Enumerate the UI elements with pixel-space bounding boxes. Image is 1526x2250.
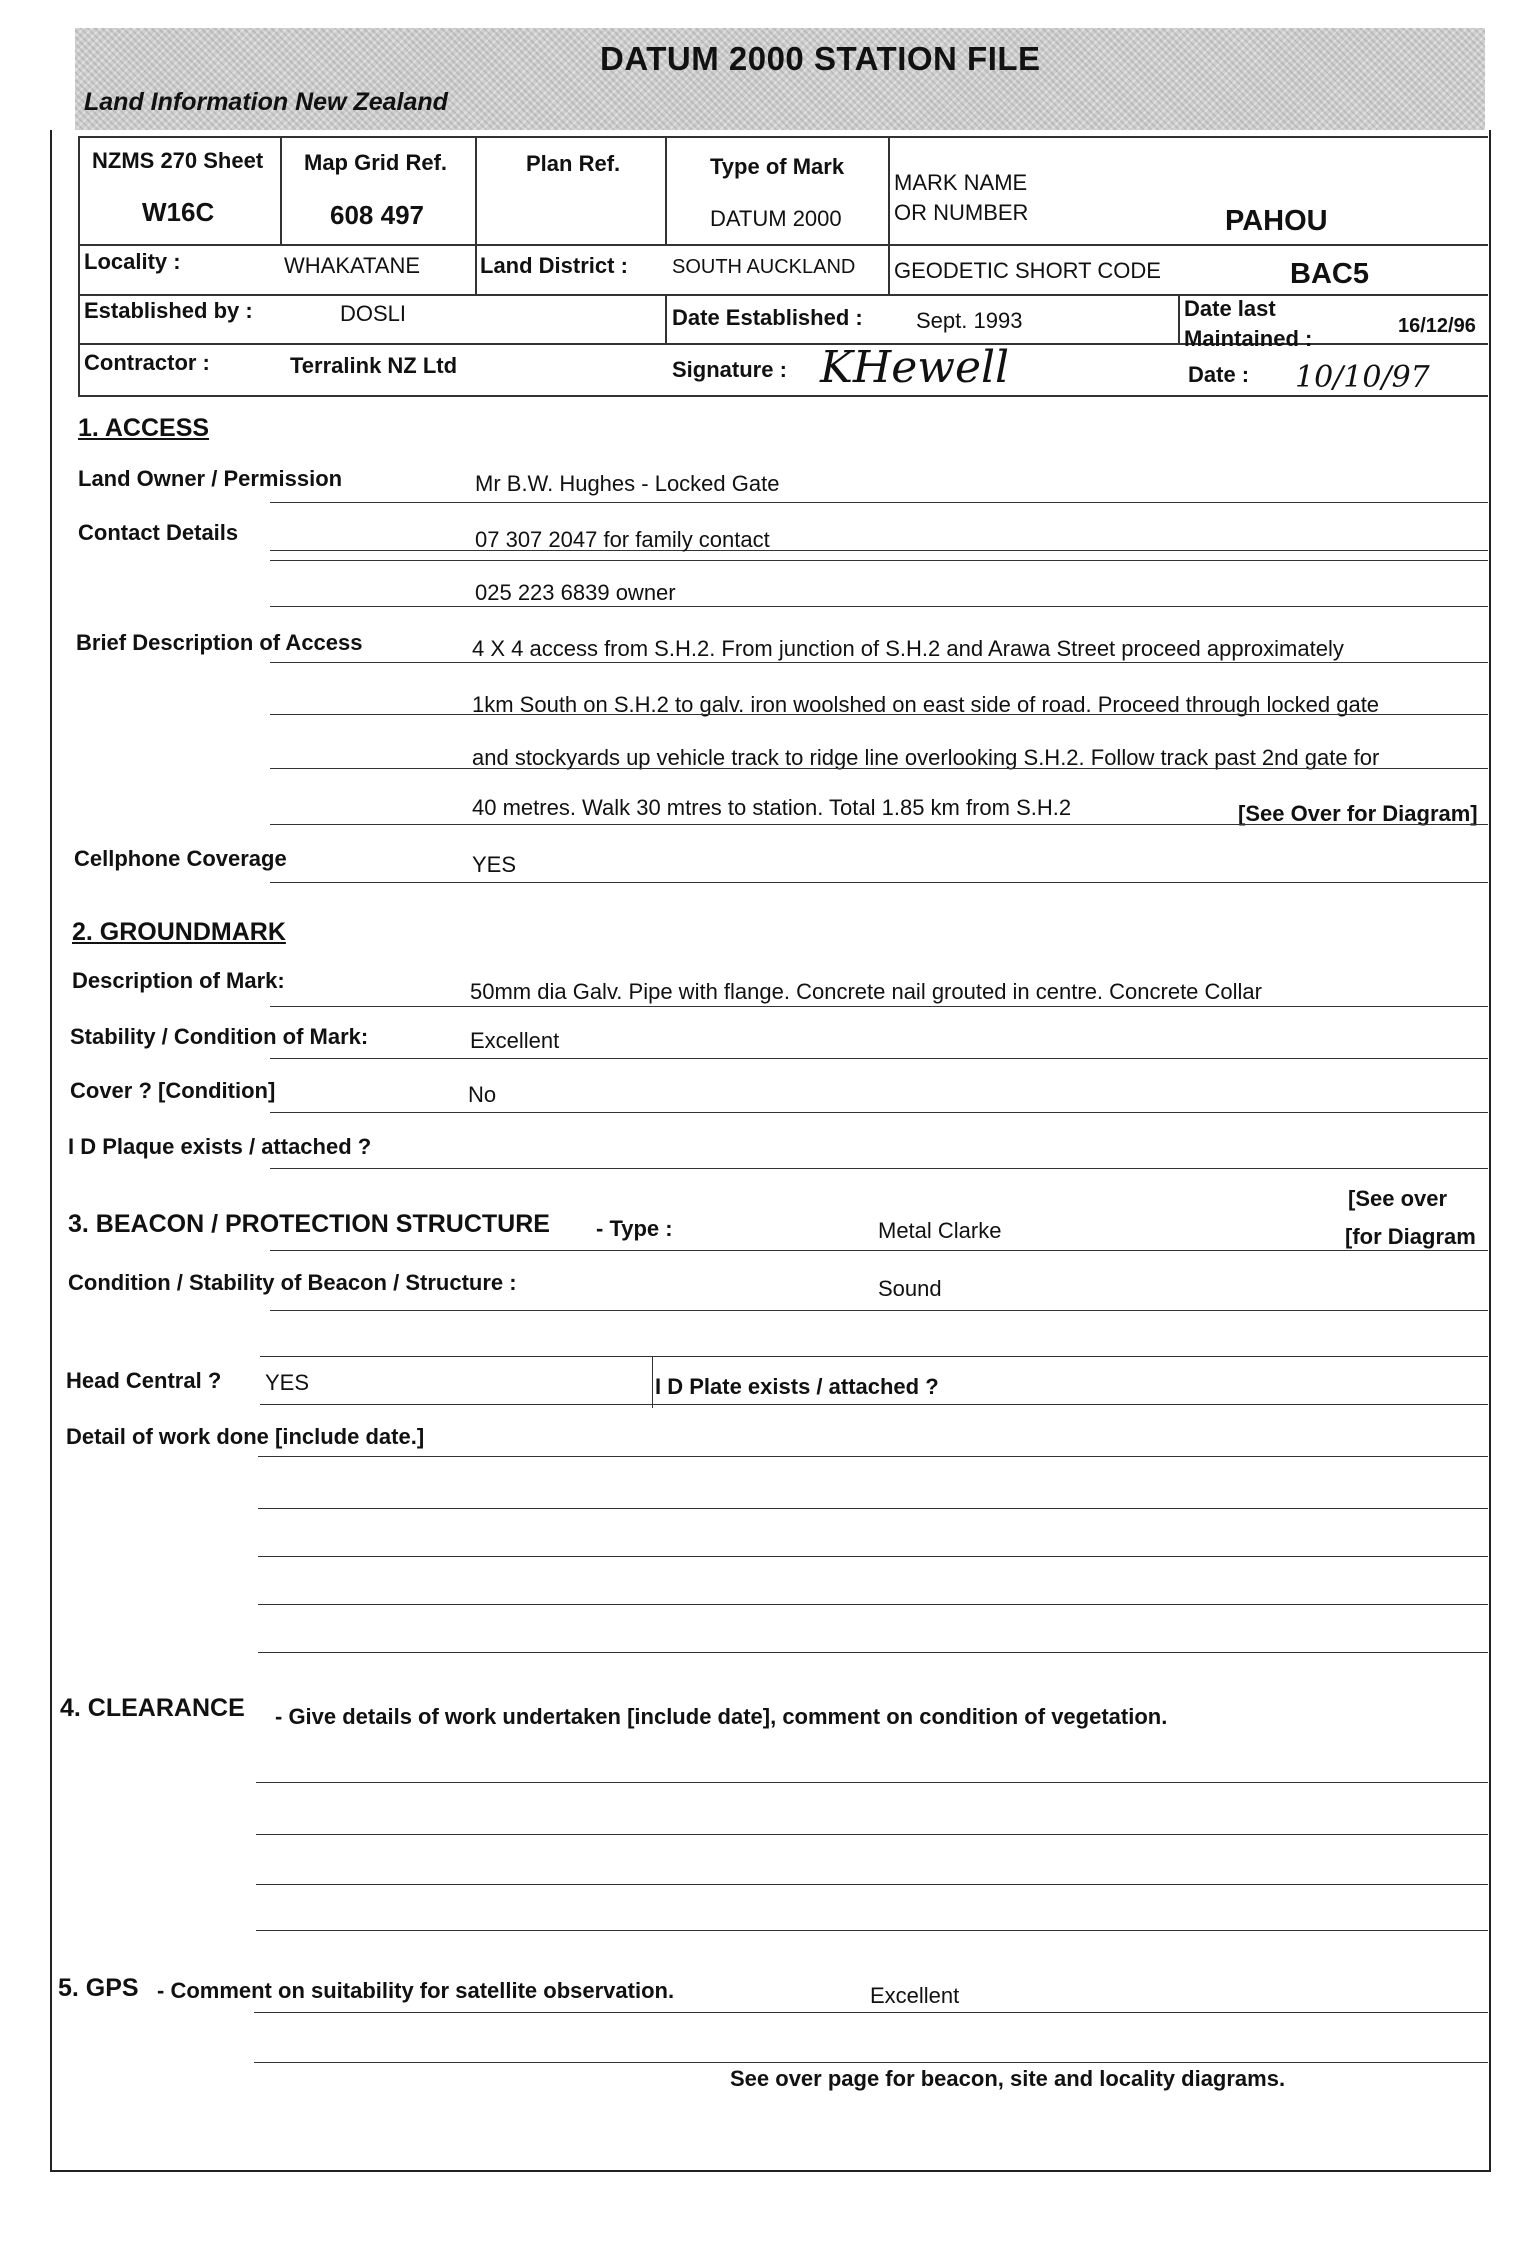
work-line-1: [258, 1456, 1488, 1457]
date-last-value: 16/12/96: [1398, 315, 1476, 337]
grid-col-4: [888, 136, 890, 294]
cover-value: No: [468, 1082, 497, 1107]
map-grid-label: Map Grid Ref.: [304, 150, 448, 175]
land-district-value: SOUTH AUCKLAND: [672, 256, 856, 278]
form-title: DATUM 2000 STATION FILE: [600, 40, 1041, 77]
head-central-value: YES: [265, 1370, 310, 1395]
beacon-heading: 3. BEACON / PROTECTION STRUCTURE: [68, 1210, 550, 1238]
gps-line-1: [254, 2012, 1488, 2013]
see-over-label-1: [See over: [1348, 1186, 1448, 1211]
head-central-label: Head Central ?: [66, 1368, 222, 1393]
cellphone-value: YES: [472, 852, 517, 877]
clearance-line-1: [256, 1782, 1488, 1783]
date-established-label: Date Established :: [672, 305, 863, 330]
grid-left-line: [78, 136, 80, 395]
grid-col-3: [665, 136, 667, 244]
mark-stability-value: Excellent: [470, 1028, 560, 1053]
work-line-3: [258, 1556, 1488, 1557]
beacon-type-value: Metal Clarke: [878, 1218, 1002, 1243]
gps-heading: 5. GPS: [58, 1974, 139, 2002]
access-heading: 1. ACCESS: [78, 414, 210, 442]
clearance-line-4: [256, 1930, 1488, 1931]
cellphone-line: [270, 882, 1488, 883]
grid-line-4: [78, 395, 1488, 397]
brief-line-4: [270, 824, 1488, 825]
grid-col-5: [665, 294, 667, 343]
mark-stability-label: Stability / Condition of Mark:: [70, 1024, 369, 1049]
see-over-diagram: [See Over for Diagram]: [1238, 801, 1478, 826]
date-last-label-1: Date last: [1184, 296, 1276, 321]
brief-value-4: 40 metres. Walk 30 mtres to station. Total 1.85 km from S.H.2: [472, 795, 1072, 820]
clearance-line-3: [256, 1884, 1488, 1885]
groundmark-heading: 2. GROUNDMARK: [72, 918, 286, 946]
head-plate-divider: [652, 1356, 653, 1408]
type-of-mark-value: DATUM 2000: [710, 206, 842, 231]
nzms-label: NZMS 270 Sheet: [92, 148, 264, 173]
beacon-condition-label: Condition / Stability of Beacon / Structure :: [68, 1270, 517, 1295]
contractor-label: Contractor :: [84, 350, 210, 375]
map-grid-value: 608 497: [330, 200, 424, 230]
nzms-value: W16C: [142, 197, 215, 227]
brief-value-1: 4 X 4 access from S.H.2. From junction of S.H.2 and Arawa Street proceed approximately: [472, 636, 1344, 661]
id-plate-label: I D Plate exists / attached ?: [655, 1374, 939, 1399]
contact-value-2: 025 223 6839 owner: [475, 580, 676, 605]
grid-col-1: [280, 136, 282, 244]
mark-description-line: [270, 1006, 1488, 1007]
gps-line-2: [254, 2062, 1488, 2063]
geodetic-label: GEODETIC SHORT CODE: [894, 258, 1161, 283]
clearance-heading: 4. CLEARANCE: [60, 1694, 245, 1722]
date-value: 10/10/97: [1295, 360, 1430, 395]
beacon-type-label: - Type :: [596, 1216, 673, 1241]
grid-line-1: [78, 244, 1488, 246]
beacon-type-line: [270, 1250, 1488, 1251]
grid-top-line: [78, 136, 1488, 138]
contact-line-0: [270, 550, 1488, 551]
brief-line-2: [270, 714, 1488, 715]
see-over-label-2: [for Diagram: [1345, 1224, 1476, 1249]
contact-line-2: [270, 606, 1488, 607]
cover-line: [270, 1112, 1488, 1113]
beacon-spacer-line: [260, 1356, 1488, 1357]
head-central-line: [260, 1404, 1488, 1405]
mark-description-value: 50mm dia Galv. Pipe with flange. Concrete nail grouted in centre. Concrete Collar: [470, 979, 1262, 1004]
mark-stability-line: [270, 1058, 1488, 1059]
locality-label: Locality :: [84, 249, 181, 274]
locality-value: WHAKATANE: [284, 253, 421, 278]
mark-name-label-1: MARK NAME: [894, 170, 1028, 195]
contact-value-1: 07 307 2047 for family contact: [475, 527, 770, 552]
plan-ref-label: Plan Ref.: [526, 151, 621, 176]
established-by-label: Established by :: [84, 298, 253, 323]
contractor-value: Terralink NZ Ltd: [290, 353, 458, 378]
owner-value: Mr B.W. Hughes - Locked Gate: [475, 471, 780, 496]
beacon-condition-line: [270, 1310, 1488, 1311]
organisation-name: Land Information New Zealand: [84, 88, 448, 116]
geodetic-value: BAC5: [1290, 258, 1369, 290]
mark-name-value: PAHOU: [1225, 205, 1328, 237]
brief-value-2: 1km South on S.H.2 to galv. iron woolshed on east side of road. Proceed through locked gate: [472, 692, 1380, 717]
grid-line-2: [78, 294, 1488, 296]
contact-line-1: [270, 560, 1488, 561]
clearance-instruction: - Give details of work undertaken [include date], comment on condition of vegetation.: [275, 1704, 1168, 1729]
work-line-4: [258, 1604, 1488, 1605]
owner-line: [270, 502, 1488, 503]
established-by-value: DOSLI: [340, 301, 407, 326]
grid-col-6: [1178, 294, 1180, 343]
id-plaque-line: [270, 1168, 1488, 1169]
gps-instruction: - Comment on suitability for satellite observation.: [157, 1978, 675, 2003]
date-last-label-2: Maintained :: [1184, 326, 1313, 351]
cellphone-label: Cellphone Coverage: [74, 846, 287, 871]
contact-label: Contact Details: [78, 520, 239, 545]
work-done-label: Detail of work done [include date.]: [66, 1424, 425, 1449]
work-line-2: [258, 1508, 1488, 1509]
owner-label: Land Owner / Permission: [78, 466, 343, 491]
cover-label: Cover ? [Condition]: [70, 1078, 276, 1103]
gps-value: Excellent: [870, 1983, 960, 2008]
brief-line-1: [270, 662, 1488, 663]
mark-description-label: Description of Mark:: [72, 968, 285, 993]
type-of-mark-label: Type of Mark: [710, 154, 845, 179]
brief-label: Brief Description of Access: [76, 630, 363, 655]
work-line-5: [258, 1652, 1488, 1653]
clearance-line-2: [256, 1834, 1488, 1835]
land-district-label: Land District :: [480, 253, 628, 278]
mark-name-label-2: OR NUMBER: [894, 200, 1029, 225]
date-label: Date :: [1188, 362, 1250, 387]
signature-label: Signature :: [672, 357, 787, 382]
signature-value: KHewell: [820, 342, 1010, 393]
id-plaque-label: I D Plaque exists / attached ?: [68, 1134, 372, 1159]
brief-value-3: and stockyards up vehicle track to ridge line overlooking S.H.2. Follow track past 2nd gate for: [472, 745, 1380, 770]
grid-col-2: [475, 136, 477, 294]
beacon-condition-value: Sound: [878, 1276, 942, 1301]
footer-note: See over page for beacon, site and locality diagrams.: [730, 2066, 1286, 2091]
brief-line-3: [270, 768, 1488, 769]
date-established-value: Sept. 1993: [916, 308, 1023, 333]
